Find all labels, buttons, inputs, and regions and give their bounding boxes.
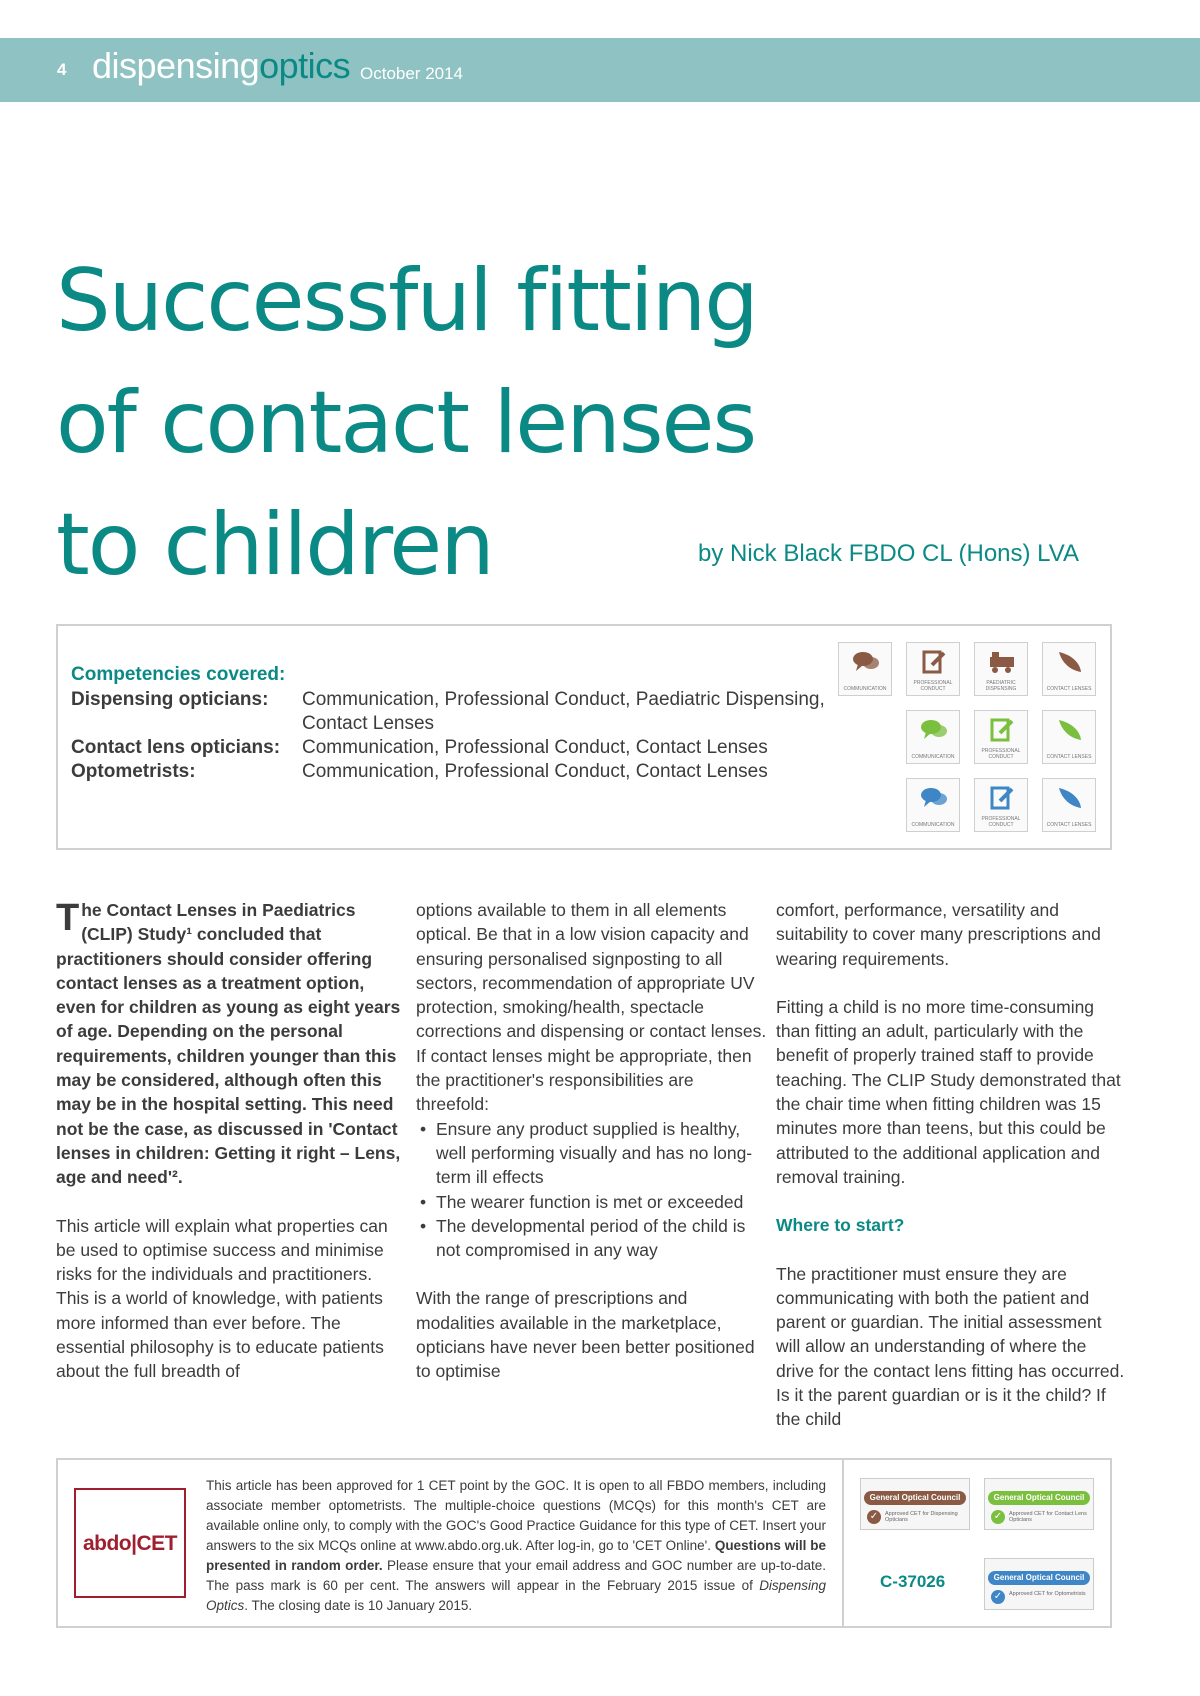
lead-paragraph bbox=[56, 898, 408, 1190]
goc-approval-badge bbox=[984, 1558, 1094, 1610]
goc-title: General Optical Council bbox=[988, 1571, 1090, 1585]
list-item: • The wearer function is met or exceeded bbox=[416, 1190, 768, 1214]
badge-contact-lenses bbox=[1042, 778, 1096, 832]
competency-role: Dispensing opticians: bbox=[71, 689, 269, 710]
cet-info-text bbox=[206, 1476, 826, 1616]
badge-professional-conduct bbox=[974, 710, 1028, 764]
badge-caption: CONTACT LENSES bbox=[1046, 822, 1092, 828]
goc-subtitle: Approved CET for Dispensing Opticians bbox=[885, 1511, 958, 1523]
lens-icon bbox=[1056, 785, 1084, 811]
competencies-box bbox=[56, 624, 1112, 850]
drop-cap: T bbox=[56, 897, 80, 939]
goc-subtitle: Approved CET for Contact Lens Opticians bbox=[1009, 1511, 1087, 1523]
cet-text-part: . The closing date is 10 January 2015. bbox=[244, 1598, 473, 1613]
badge-professional-conduct bbox=[974, 778, 1028, 832]
subheading: Where to start? bbox=[776, 1215, 905, 1236]
competency-list: Communication, Professional Conduct, Contact Lenses bbox=[302, 737, 768, 758]
list-item: • The developmental period of the child is not compromised in any way bbox=[416, 1214, 768, 1263]
badge-communication bbox=[906, 710, 960, 764]
responsibilities-list bbox=[416, 1117, 768, 1263]
badge-caption: PROFESSIONAL CONDUCT bbox=[981, 816, 1021, 828]
badge-caption: PROFESSIONAL CONDUCT bbox=[981, 748, 1021, 760]
toy-train-icon bbox=[988, 649, 1016, 675]
lens-icon bbox=[1056, 649, 1084, 675]
body-column-3 bbox=[776, 898, 1128, 1456]
cet-text-part: Please ensure that your email address and GOC number are up-to-date. The pass mark is 60 per cent. The answers will appear in the February 2015 issue of bbox=[206, 1558, 826, 1593]
document-pen-icon bbox=[920, 649, 948, 675]
competency-role: Contact lens opticians: bbox=[71, 737, 281, 758]
badge-professional-conduct bbox=[906, 642, 960, 696]
badge-caption: CONTACT LENSES bbox=[1046, 754, 1092, 760]
title-line-1: Successful fitting bbox=[56, 251, 757, 351]
competency-list: Communication, Professional Conduct, Paediatric Dispensing, Contact Lenses bbox=[302, 689, 825, 734]
list-item: • Ensure any product supplied is healthy, well performing visually and has no long-term ill effects bbox=[416, 1117, 768, 1190]
badge-contact-lenses bbox=[1042, 642, 1096, 696]
footer-divider bbox=[842, 1460, 844, 1626]
body-paragraph: With the range of prescriptions and modalities available in the marketplace, opticians have never been better positioned to optimise bbox=[416, 1288, 755, 1382]
goc-subtitle: Approved CET for Optometrists bbox=[1009, 1591, 1086, 1597]
badge-contact-lenses bbox=[1042, 710, 1096, 764]
magazine-title bbox=[92, 46, 350, 86]
lead-text: he Contact Lenses in Paediatrics (CLIP) Study¹ concluded that practitioners should consider offering contact lenses as a treatment option, even for children as young as eight years of age. Depending on the personal requirements, children younger than this may be considered, although often this may be in the hospital setting. This need not be the case, as discussed in 'Contact lenses in children: Getting it right – Lens, age and need'². bbox=[56, 900, 401, 1188]
body-paragraph: options available to them in all elements optical. Be that in a low vision capacity and ensuring personalised signposting to all sectors, recommendation of appropriate UV protection, smoking/health, spectacle corrections and dispensing or contact lenses. If contact lenses might be appropriate, then the practitioner's responsibilities are threefold: bbox=[416, 900, 767, 1115]
byline: by Nick Black FBDO CL (Hons) LVA bbox=[698, 540, 1079, 567]
check-icon: ✓ bbox=[991, 1510, 1005, 1524]
lens-icon bbox=[1056, 717, 1084, 743]
article-title bbox=[56, 240, 757, 606]
cet-text-part: This article has been approved for 1 CET point by the GOC. It is open to all FBDO members, including associate member optometrists. The multiple-choice questions (MCQs) for this month's CET are available online only, to comply with the GOC's Good Practice Guidance for this type of CET. Insert your answers to the six MCQs online at www.abdo.org.uk. After log-in, go to 'CET Online'. bbox=[206, 1478, 826, 1553]
abdo-cet-logo bbox=[74, 1488, 186, 1598]
badge-caption: CONTACT LENSES bbox=[1046, 686, 1092, 692]
badge-caption: PROFESSIONAL CONDUCT bbox=[913, 680, 953, 692]
speech-bubbles-icon bbox=[920, 717, 948, 743]
body-column-2 bbox=[416, 898, 768, 1408]
title-line-2: of contact lenses bbox=[56, 373, 756, 473]
goc-approval-badge bbox=[984, 1478, 1094, 1530]
body-paragraph: comfort, performance, versatility and suitability to cover many prescriptions and wearing requirements. bbox=[776, 900, 1101, 969]
cet-footer-box bbox=[56, 1458, 1112, 1628]
cet-text-italic: Dispensing Optics bbox=[206, 1578, 826, 1613]
document-pen-icon bbox=[988, 785, 1016, 811]
badge-paediatric-dispensing bbox=[974, 642, 1028, 696]
badge-caption: COMMUNICATION bbox=[843, 686, 887, 692]
logo-text: abdo|CET bbox=[82, 1532, 178, 1555]
body-paragraph: This article will explain what properties can be used to optimise success and minimise risks for the individuals and practitioners. This is a world of knowledge, with patients more informed than ever before. The essential philosophy is to educate patients about the full breadth of bbox=[56, 1215, 388, 1382]
body-paragraph: Fitting a child is no more time-consuming than fitting an adult, particularly with the benefit of properly trained staff to provide teaching. The CLIP Study demonstrated that the chair time when fitting children was 15 minutes more than teens, but this could be attributed to the additional application and removal training. bbox=[776, 996, 1121, 1187]
cet-reference-code: C-37026 bbox=[880, 1572, 946, 1591]
goc-title: General Optical Council bbox=[988, 1491, 1090, 1505]
badge-communication bbox=[906, 778, 960, 832]
badge-caption: COMMUNICATION bbox=[911, 754, 955, 760]
competency-list: Communication, Professional Conduct, Contact Lenses bbox=[302, 761, 768, 782]
page-number: 4 bbox=[57, 60, 67, 79]
badge-communication bbox=[838, 642, 892, 696]
issue-date: October 2014 bbox=[360, 64, 464, 83]
body-column-1 bbox=[56, 898, 408, 1408]
competency-role: Optometrists: bbox=[71, 761, 196, 782]
speech-bubbles-icon bbox=[920, 785, 948, 811]
check-icon: ✓ bbox=[867, 1510, 881, 1524]
header-bar bbox=[0, 38, 1200, 102]
document-pen-icon bbox=[988, 717, 1016, 743]
check-icon: ✓ bbox=[991, 1590, 1005, 1604]
competencies-heading: Competencies covered: bbox=[71, 664, 286, 685]
body-paragraph: The practitioner must ensure they are communicating with both the patient and parent or guardian. The initial assessment will allow an understanding of where the drive for the contact lens fitting has occurred. Is it the parent guardian or is it the child? If the child bbox=[776, 1263, 1125, 1430]
magazine-title-part2: optics bbox=[259, 45, 351, 86]
speech-bubbles-icon bbox=[852, 649, 880, 675]
badge-caption: COMMUNICATION bbox=[911, 822, 955, 828]
title-line-3: to children bbox=[56, 495, 493, 595]
goc-title: General Optical Council bbox=[864, 1491, 966, 1505]
badge-caption: PAEDIATRIC DISPENSING bbox=[985, 680, 1017, 692]
magazine-title-part1: dispensing bbox=[92, 45, 260, 86]
cet-text-bold: Questions will be presented in random order. bbox=[206, 1538, 826, 1573]
goc-approval-badge bbox=[860, 1478, 970, 1530]
